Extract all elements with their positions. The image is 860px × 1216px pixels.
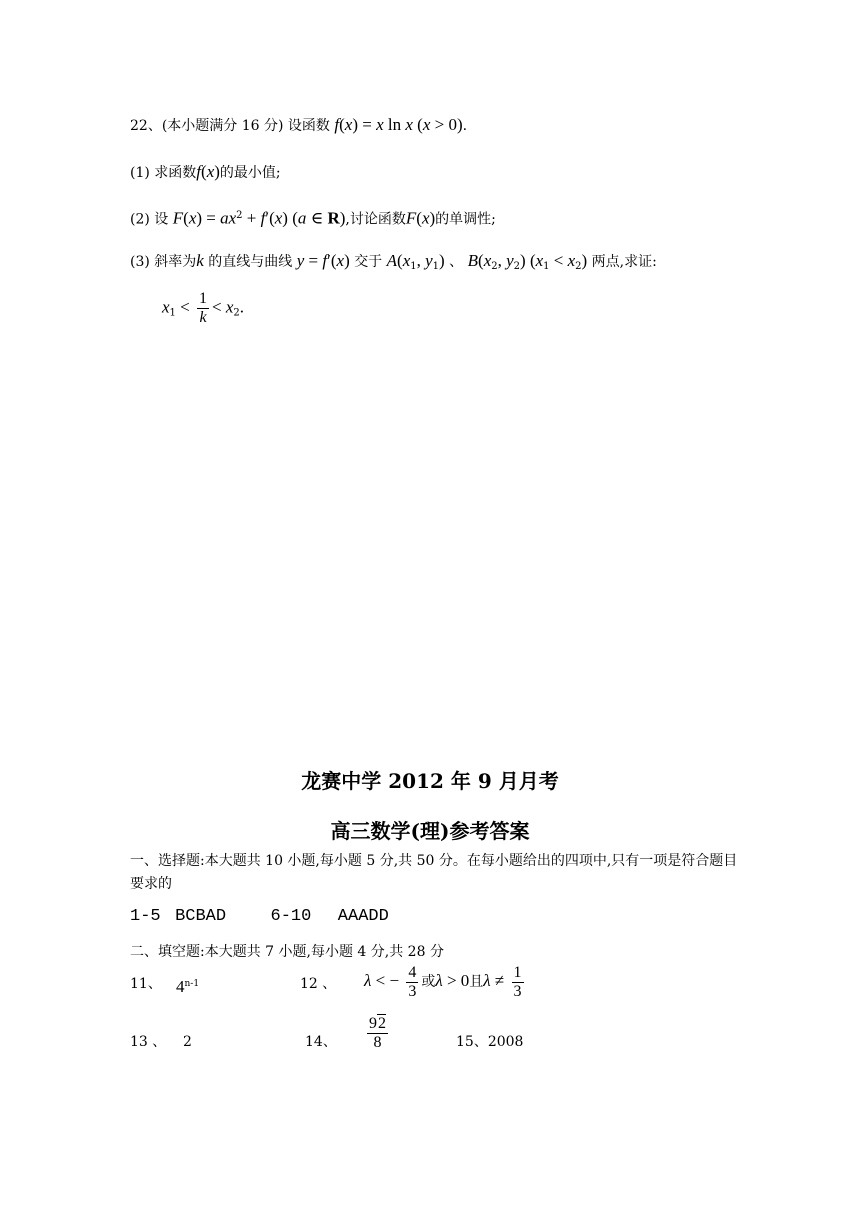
part-3-label: (3)	[130, 254, 150, 270]
formula-F-def: F	[172, 208, 184, 228]
part-2-text-c: 的单调性;	[435, 211, 496, 228]
intro-text: 设函数	[287, 118, 330, 134]
q12-or: 或	[421, 974, 436, 990]
part-2-text-b: ,讨论函数	[345, 211, 406, 228]
choices-1-5: BCBAD	[175, 907, 227, 926]
q12-label: 12 、	[300, 976, 337, 992]
score-note: (本小题满分 16 分)	[161, 118, 284, 134]
q13-value: 2	[183, 1034, 192, 1050]
choices-6-10-label: 6-10	[270, 907, 312, 926]
part-3: (3) 斜率为k 的直线与曲线 y = f′(x) 交于 $A(x_1$, $y_1$) 、 $B(x_2$, $y_2$) $(x_1 < x_2)$ 两点,求证:	[130, 251, 657, 272]
section-1-text: 一、选择题:本大题共 10 小题,每小题 5 分,共 50 分。在每小题给出的四项中,只有一项是符合题目要求的	[130, 853, 738, 892]
part-2: (2) 设 $F(x) = ax^2 + f'(x)$ (a ∈ R),讨论函数F(x)的单调性;	[130, 208, 496, 228]
q12-answer: λ < − $\frac{4}{3}$ 或λ > 0且λ ≠ $\frac{1}{3}$	[364, 963, 522, 1000]
part-3-sep: 、	[449, 254, 464, 270]
choice-answers	[130, 906, 389, 927]
part-2-text-a: 设	[154, 211, 169, 228]
part-1-text-b: 的最小值;	[219, 165, 281, 181]
q15-answer	[456, 1032, 523, 1052]
part-2-label: (2)	[130, 211, 150, 228]
q14-label: 14、	[305, 1034, 337, 1050]
part-1-text-a: 求函数	[154, 165, 197, 181]
part-3-text-d: 两点,求证:	[591, 254, 657, 270]
problem-number: 22、	[130, 118, 162, 134]
part-3-text-b: 的直线与曲线	[208, 254, 293, 270]
q13-label: 13 、	[130, 1034, 167, 1050]
q11-label: 11、	[130, 976, 162, 992]
part-1: (1) 求函数f(x)的最小值;	[130, 162, 281, 181]
formula-f-def: f	[334, 115, 340, 134]
section-2-text: 二、填空题:本大题共 7 小题,每小题 4 分,共 28 分	[130, 944, 444, 960]
q12-and: 且	[469, 974, 484, 990]
formula-fx: f	[196, 162, 202, 181]
answer-title: 龙赛中学 2012 年 9 月月考	[301, 769, 559, 793]
part-3-text-c: 交于	[354, 254, 383, 270]
choices-1-5-label: 1-5	[130, 907, 161, 926]
q11-answer: 4$^{n-1}$	[176, 977, 200, 996]
q15-value: 2008	[487, 1034, 524, 1050]
q15-label: 15、	[456, 1034, 488, 1050]
formula-Fx: F	[405, 208, 417, 228]
choices-6-10: AAADD	[337, 907, 389, 926]
problem-statement: 22、(本小题满分 16 分) 设函数 f(x) = x ln x (x > 0).	[130, 115, 468, 134]
part-1-label: (1)	[130, 165, 150, 181]
part-3-text-a: 斜率为	[154, 254, 197, 270]
answer-subtitle: 高三数学(理)参考答案	[330, 819, 530, 843]
q14-answer: $\frac{92}{8}$	[369, 1015, 386, 1051]
fraction-one-over-k: $\frac{1}{k}$	[199, 290, 208, 326]
part-3-inequality: $x_1$ < $\frac{1}{k}$ < $x_2$.	[162, 290, 245, 326]
